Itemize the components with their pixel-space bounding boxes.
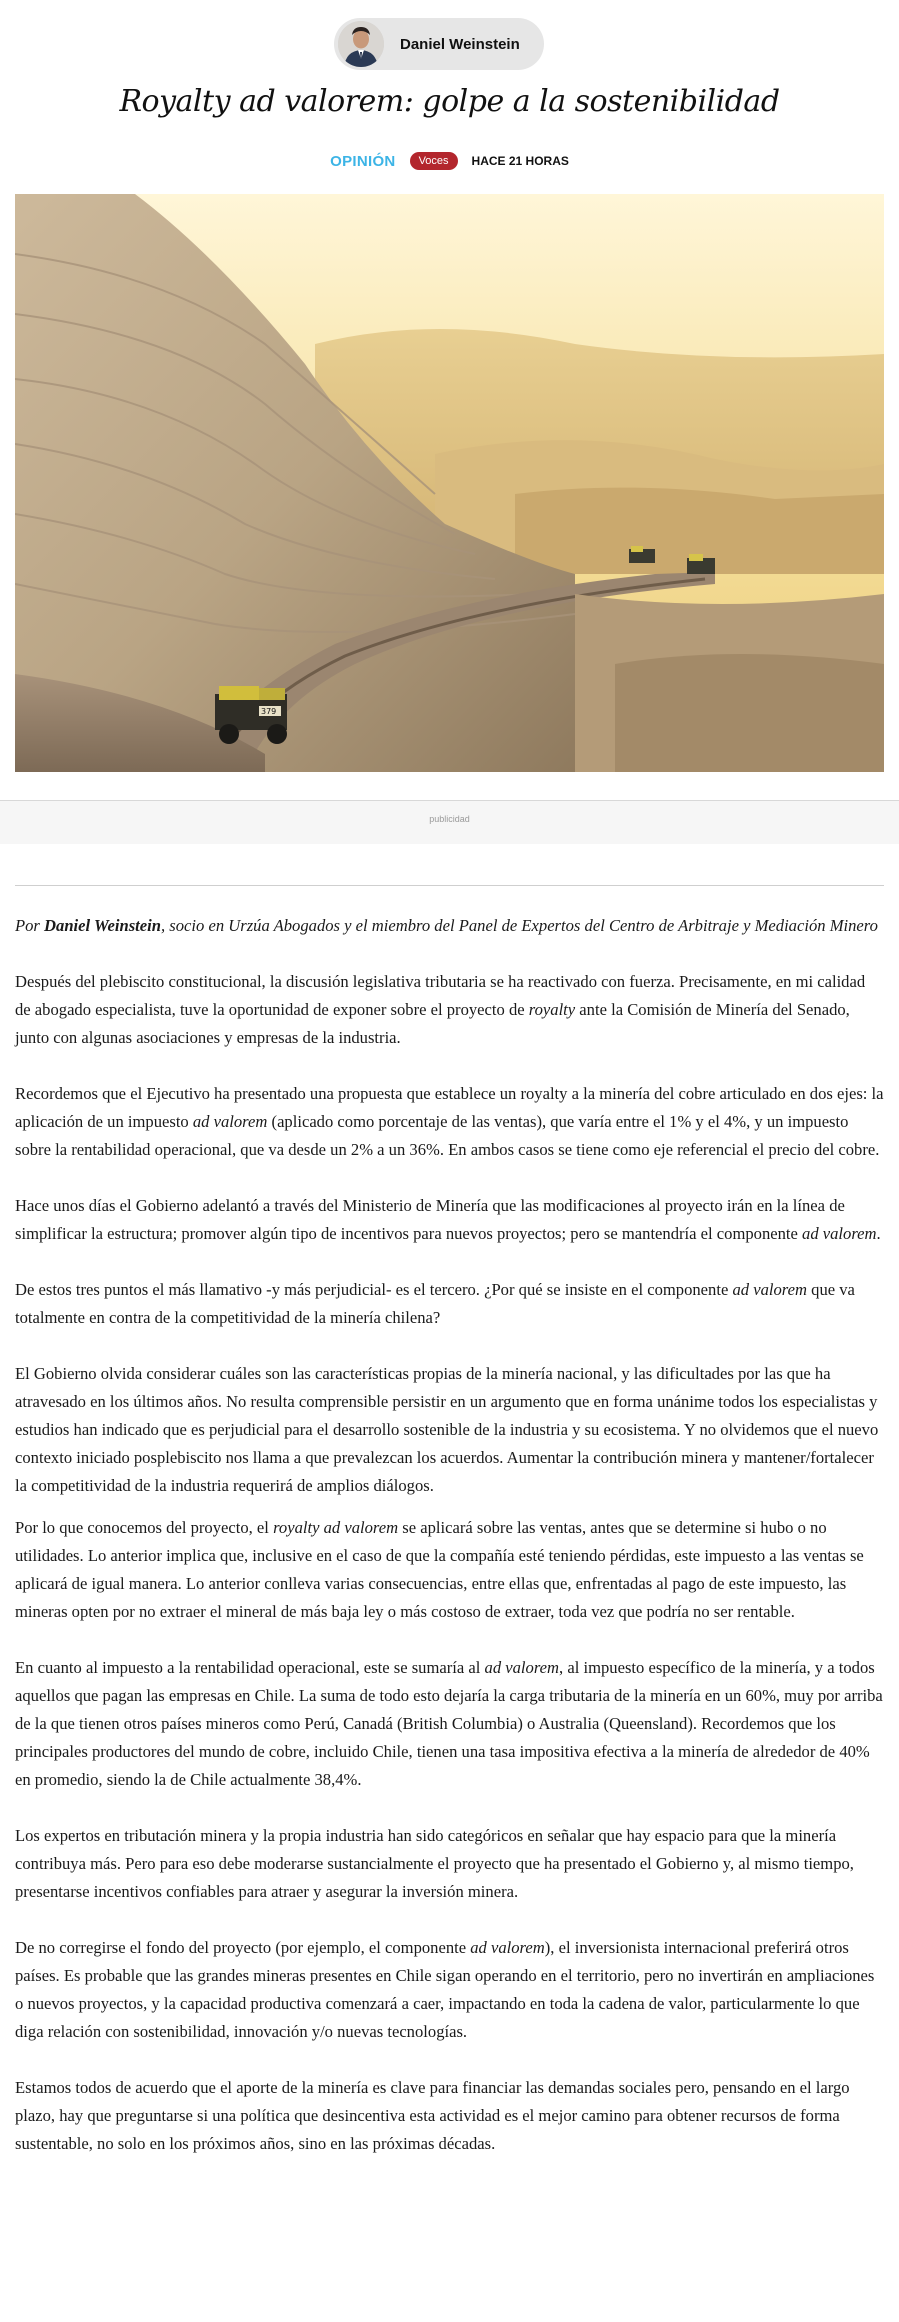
category-tag[interactable]: Voces (410, 152, 458, 170)
truck-number: 379 (261, 707, 277, 716)
paragraph: Después del plebiscito constitucional, la discusión legislativa tributaria se ha reactivado con fuerza. Precisamente, en mi calidad de abogado especialista, tuve la oportunidad de exponer sobre el proyecto de royalty ante la Comisión de Minería del Senado, junto con algunas asociaciones y empresas de la industria. (15, 972, 866, 1047)
byline-author[interactable]: Daniel Weinstein (44, 916, 161, 935)
publish-time: HACE 21 HORAS (471, 154, 569, 168)
paragraph: En cuanto al impuesto a la rentabilidad operacional, este se sumaría al ad valorem, al impuesto específico de la minería, y a todos aquellos que pagan las empresas en Chile. La suma de todo esto dejaría la carga tributaria de la minería en un 60%, muy por arriba de la que tienen otros países mineros como Perú, Canadá (British Columbia) o Australia (Queensland). Recordemos que los principales productores del mundo de cobre, incluido Chile, tienen una tasa impositiva efectiva a la minería de alrededor de 40% en promedio, siendo la de Chile actualmente 38,4%. (15, 1658, 883, 1789)
ad-label: publicidad (429, 814, 470, 824)
byline: Por Daniel Weinstein, socio en Urzúa Abogados y el miembro del Panel de Expertos del Centro de Arbitraje y Mediación Minero (15, 916, 878, 935)
article-headline: Royalty ad valorem: golpe a la sostenibilidad (119, 84, 780, 119)
paragraph: Recordemos que el Ejecutivo ha presentado una propuesta que establece un royalty a la minería del cobre articulado en dos ejes: la aplicación de un impuesto ad valorem (aplicado como porcentaje de las ventas), que varía entre el 1% y el 4%, y un impuesto sobre la rentabilidad operacional, que va desde un 2% a un 36%. En ambos casos se tiene como eje referencial el precio del cobre. (15, 1084, 884, 1159)
paragraph: El Gobierno olvida considerar cuáles son las características propias de la minería nacional, y las dificultades por las que ha atravesado en los últimos años. No resulta comprensible persistir en un argumento que en forma unánime todos los especialistas y estudios han indicado que es perjudicial para el desarrollo sostenible de la industria y su ecosistema. Y no olvidemos que el nuevo contexto iniciado posplebiscito nos llama a que prevalezcan los acuerdos. Aumentar la contribución minera y mantener/fortalecer la competitividad de la industria requerirá de amplios diálogos. (15, 1364, 879, 1495)
person-portrait-icon (338, 21, 384, 67)
article-meta (0, 152, 899, 170)
paragraph: Estamos todos de acuerdo que el aporte de la minería es clave para financiar las demandas sociales pero, pensando en el largo plazo, hay que preguntarse si una política que desincentiva esta actividad es el mejor camino para obtener recursos de forma sustentable, no solo en los próximos años, sino en las próximas décadas. (15, 2078, 850, 2153)
article-body (15, 912, 884, 2186)
paragraph: De no corregirse el fondo del proyecto (por ejemplo, el componente ad valorem), el inversionista internacional preferirá otros países. Es probable que las grandes mineras presentes en Chile sigan operando en el territorio, pero no invertirán en ampliaciones o nuevos proyectos, y la capacidad productiva comenzará a caer, impactando en toda la cadena de valor, particularmente lo que diga relación con sostenibilidad, innovación y/o nuevas tecnologías. (15, 1938, 875, 2041)
hero-image (15, 194, 884, 772)
paragraph: Por lo que conocemos del proyecto, el royalty ad valorem se aplicará sobre las ventas, antes que se determine si hubo o no utilidades. Lo anterior implica que, inclusive en el caso de que la compañía esté teniendo pérdidas, este impuesto a las ventas se aplicará de igual manera. Lo anterior conlleva varias consecuencias, entre ellas que, enfrentadas al pago de este impuesto, las mineras opten por no extraer el mineral de más baja ley o más costoso de extraer, toda vez que podría no ser rentable. (15, 1518, 864, 1621)
section-link[interactable]: OPINIÓN (330, 152, 396, 170)
author-name[interactable]: Daniel Weinstein (400, 35, 520, 53)
author-pill[interactable] (334, 18, 544, 70)
paragraph: Los expertos en tributación minera y la propia industria han sido categóricos en señalar que hay espacio para que la minería contribuya más. Pero para eso debe moderarse sustancialmente el proyecto que ha presentado el Gobierno y, al mismo tiempo, presentarse incentivos confiables para atraer y asegurar la inversión minera. (15, 1826, 854, 1901)
paragraph: De estos tres puntos el más llamativo -y más perjudicial- es el tercero. ¿Por qué se insiste en el componente ad valorem que va totalmente en contra de la competitividad de la minería chilena? (15, 1280, 855, 1327)
divider (15, 885, 884, 886)
paragraph: Hace unos días el Gobierno adelantó a través del Ministerio de Minería que las modificaciones al proyecto irán en la línea de simplificar la estructura; promover algún tipo de incentivos para nuevos proyectos; pero se mantendría el componente ad valorem. (15, 1196, 881, 1243)
